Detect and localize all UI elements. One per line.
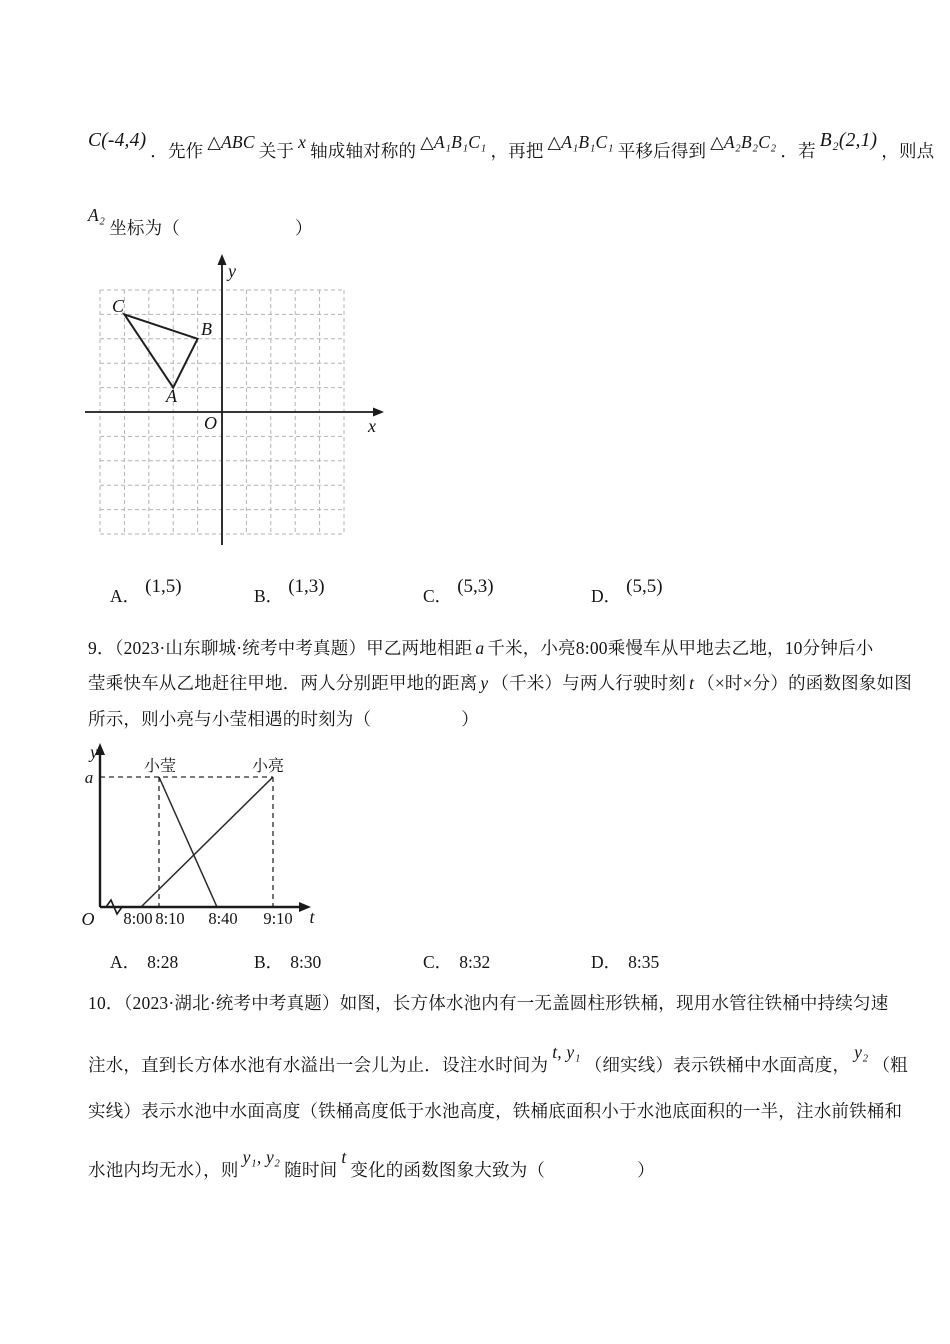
- formula-triangle-a2b2c2: △A₂B₂C₂: [710, 132, 777, 152]
- q9-option-d: [591, 950, 659, 974]
- option-value: (5,3): [457, 576, 494, 597]
- q9-text-2b: （千米）与两人行驶时刻: [491, 673, 687, 693]
- formula-t: t: [689, 673, 695, 693]
- q8-text-7: ，则点: [881, 141, 935, 161]
- option-label: C．: [423, 586, 453, 606]
- coordinate-grid-figure: [78, 250, 398, 550]
- formula-y1-y2: y₁, y₂: [242, 1147, 281, 1167]
- q10-text-3: 实线）表示水池中水面高度（铁桶高度低于水池高度，铁桶底面积小于水池底面积的一半，注水前铁桶和: [88, 1101, 903, 1121]
- axes: [85, 254, 384, 545]
- option-label: B．: [254, 586, 284, 606]
- formula-x: x: [298, 132, 307, 152]
- q9-stem-line1: [88, 636, 873, 660]
- origin-label: O: [204, 413, 217, 433]
- q8-stem-line2: [88, 205, 313, 240]
- q10-text-4a: 水池内均无水），则: [88, 1160, 239, 1180]
- q8-text-4: ，再把: [490, 141, 544, 161]
- distance-time-graph: [68, 738, 343, 938]
- q8-text-5: 平移后得到: [617, 141, 707, 161]
- y-axis-label: y: [90, 742, 98, 762]
- q8-text-1: ．先作: [150, 141, 204, 161]
- dashed-guides: [100, 777, 273, 907]
- q8-text-6: ．若: [780, 141, 816, 161]
- option-label: C．: [423, 952, 453, 972]
- tick-0800: 8:00: [123, 909, 153, 928]
- q10-stem-line2: [88, 1042, 908, 1077]
- option-value: (1,3): [288, 576, 325, 597]
- option-label: A．: [110, 586, 141, 606]
- option-value: 8:32: [459, 952, 491, 972]
- tick-0910: 9:10: [263, 909, 293, 928]
- q10-stem-line3: [88, 1099, 902, 1123]
- q10-text-1: 10．（2023·湖北·统考中考真题）如图，长方体水池内有一无盖圆柱形铁桶，现用水管往铁桶中持续匀速: [88, 993, 889, 1013]
- formula-t-y1: t, y₁: [552, 1042, 581, 1062]
- q9-text-3a: 所示，则小亮与小莹相遇的时刻为（: [88, 709, 372, 729]
- a-value-label: a: [84, 768, 94, 787]
- q8-option-a: [110, 576, 182, 609]
- q9-text-3b: ）: [461, 709, 479, 729]
- q10-text-4b: 随时间: [284, 1160, 338, 1180]
- formula-t2: t: [341, 1147, 347, 1167]
- q9-option-b: [254, 950, 321, 974]
- formula-a: a: [475, 638, 485, 658]
- q8-text-2: 关于: [258, 141, 295, 161]
- q8-text-3: 轴成轴对称的: [310, 141, 417, 161]
- q10-text-2a: 注水，直到长方体水池有水溢出一会儿为止．设注水时间为: [88, 1055, 549, 1075]
- q9-text-1a: 9．（2023·山东聊城·统考中考真题）甲乙两地相距: [88, 638, 473, 658]
- option-label: D．: [591, 586, 622, 606]
- vertex-b-label: B: [201, 319, 212, 339]
- q10-text-2b: （细实线）表示铁桶中水面高度，: [584, 1055, 851, 1075]
- option-value: 8:28: [147, 952, 179, 972]
- option-label: B．: [254, 952, 284, 972]
- q8-option-c: [423, 576, 494, 609]
- formula-y: y: [480, 673, 489, 693]
- option-value: 8:35: [628, 952, 660, 972]
- option-value: (1,5): [145, 576, 182, 597]
- y-axis-arrowhead: [218, 254, 227, 265]
- xiaoying-series-label: 小莹: [143, 758, 177, 775]
- x-axis-label: x: [368, 416, 376, 436]
- q9-text-2c: （×时×分）的函数图象如图: [697, 673, 912, 693]
- formula-y2: y₂: [854, 1042, 869, 1062]
- q8-text-8b: ）: [295, 218, 313, 238]
- formula-triangle-a1b1c1-2: △A₁B₁C₁: [547, 132, 614, 152]
- q10-text-4c: 变化的函数图象大致为（: [350, 1160, 546, 1180]
- series-lines: [141, 777, 273, 907]
- q10-text-4d: ）: [637, 1160, 655, 1180]
- formula-point-c: C(-4,4): [88, 130, 147, 151]
- vertex-c-label: C: [112, 296, 125, 316]
- formula-point-b2: B₂(2,1): [819, 130, 878, 151]
- option-value: 8:30: [290, 952, 322, 972]
- formula-triangle-a1b1c1: △A₁B₁C₁: [420, 132, 487, 152]
- q10-stem-line1: [88, 991, 888, 1015]
- formula-triangle-abc: △ABC: [207, 132, 255, 152]
- triangle-abc: [124, 314, 197, 387]
- q9-text-2a: 莹乘快车从乙地赶往甲地．两人分别距甲地的距离: [88, 673, 478, 693]
- q8-option-b: [254, 576, 325, 609]
- vertex-a-label: A: [166, 386, 177, 406]
- xiaoliang-series-label: 小亮: [251, 758, 285, 775]
- option-label: D．: [591, 952, 622, 972]
- option-value: (5,5): [626, 576, 663, 597]
- q9-option-c: [423, 950, 490, 974]
- q9-option-a: [110, 950, 178, 974]
- tick-0840: 8:40: [208, 909, 238, 928]
- q8-option-d: [591, 576, 663, 609]
- tick-0810: 8:10: [155, 909, 185, 928]
- q8-text-8: 坐标为（: [109, 218, 180, 238]
- q10-stem-line4: [88, 1147, 655, 1182]
- q9-stem-line2: [88, 671, 912, 695]
- q9-stem-line3: [88, 707, 479, 731]
- xiaoliang-line: [141, 777, 273, 907]
- origin-label: O: [81, 909, 95, 929]
- y-axis-label: y: [228, 261, 236, 281]
- t-axis-label: t: [309, 907, 315, 927]
- q9-text-1b: 千米，小亮8:00乘慢车从甲地去乙地，10分钟后小: [487, 638, 874, 658]
- option-label: A．: [110, 952, 141, 972]
- q10-text-2c: （粗: [872, 1055, 908, 1075]
- q8-stem-line1: [88, 130, 935, 164]
- formula-point-a2: A₂: [88, 205, 106, 225]
- xiaoying-line: [159, 777, 217, 907]
